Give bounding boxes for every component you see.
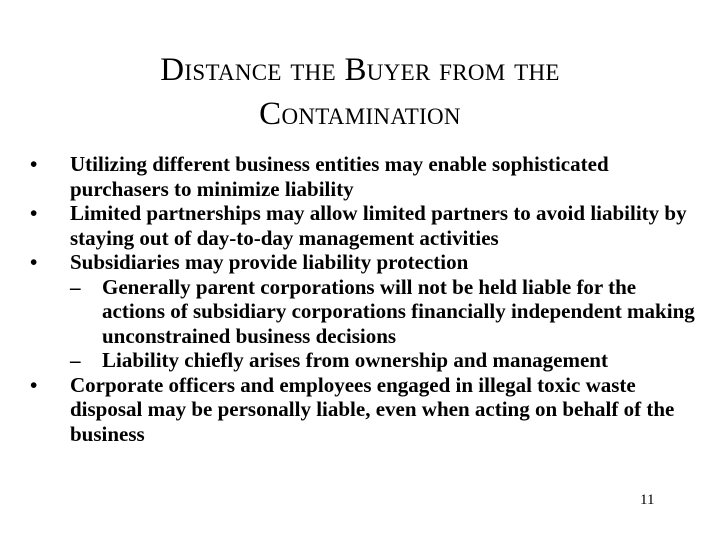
sub-bullet-text: Liability chiefly arises from ownership and management [102,348,608,372]
slide-title [0,48,720,136]
bullet-text: Corporate officers and employees engaged in illegal toxic waste disposal may be personally liable, even when acting on behalf of the business [70,372,675,446]
sub-bullet-item [30,348,700,373]
bullet-icon: • [30,250,38,274]
bullet-item [30,250,700,275]
bullet-text: Subsidiaries may provide liability protection [70,250,469,274]
bullet-icon: • [30,152,38,176]
bullet-text: Utilizing different business entities may enable sophisticated purchasers to minimize liability [70,152,609,201]
bullet-item [30,373,700,447]
bullet-item [30,201,700,250]
slide-body [30,152,700,446]
title-line-2: Contamination [259,96,461,132]
sub-bullet-item [30,275,700,349]
title-line-1: Distance the Buyer from the [160,52,560,88]
bullet-item [30,152,700,201]
slide-number: 11 [640,492,655,508]
dash-icon: – [70,348,81,372]
bullet-icon: • [30,201,38,225]
sub-bullet-text: Generally parent corporations will not be held liable for the actions of subsidiary corporations financially independent making unconstrained business decisions [102,274,695,348]
bullet-icon: • [30,372,38,397]
dash-icon: – [70,274,81,299]
bullet-text: Limited partnerships may allow limited partners to avoid liability by staying out of day-to-day management activities [70,201,687,250]
